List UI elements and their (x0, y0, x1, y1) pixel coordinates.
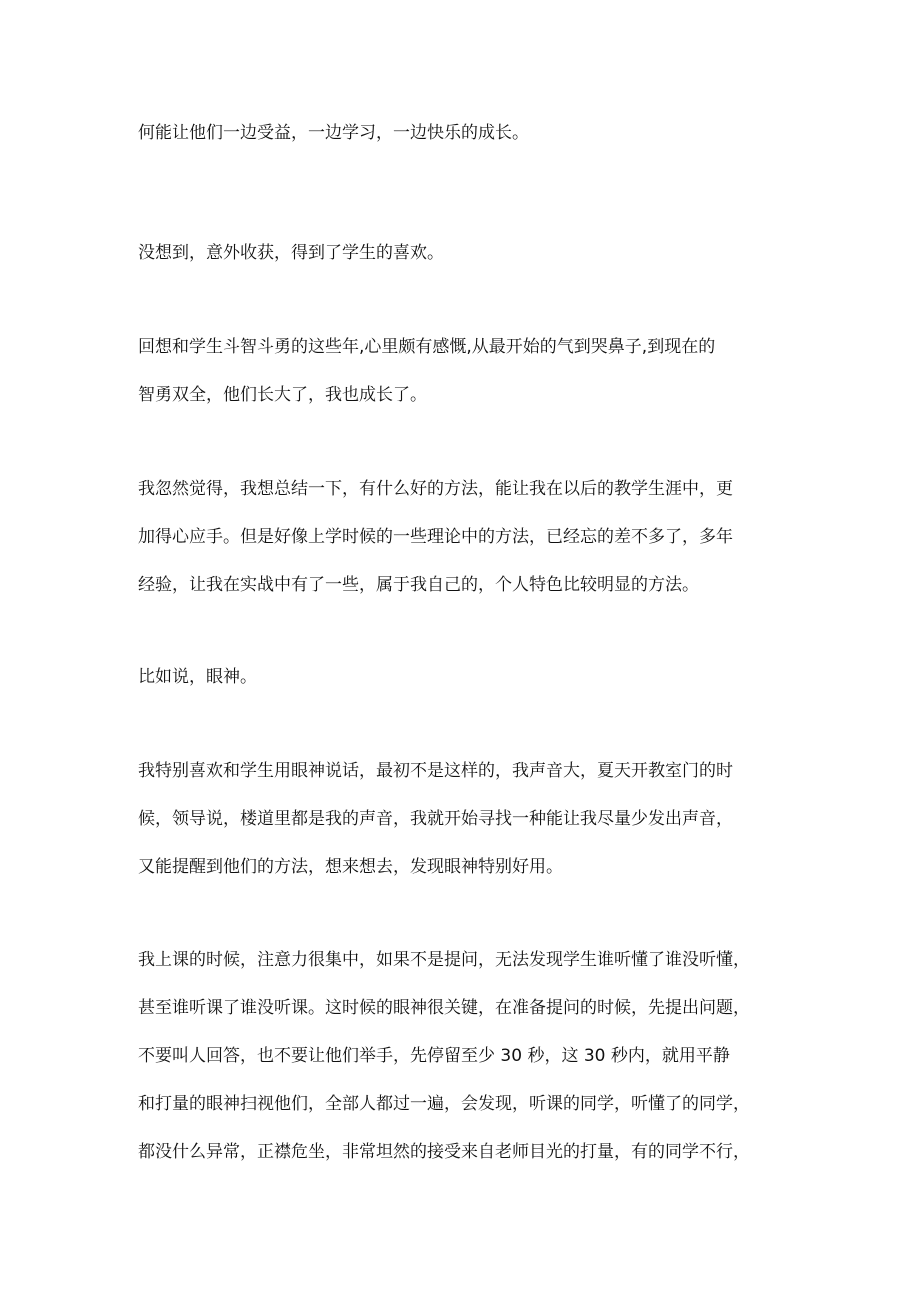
text-line: 比如说，眼神。 (138, 667, 257, 687)
text-line: 回想和学生斗智斗勇的这些年,心里颇有感慨,从最开始的气到哭鼻子,到现在的 (138, 337, 716, 357)
text-line: 何能让他们一边受益，一边学习，一边快乐的成长。 (138, 123, 529, 143)
text-line: 甚至谁听课了谁没听课。这时候的眼神很关键，在准备提问的时候，先提出问题， (138, 998, 750, 1018)
text-line: 和打量的眼神扫视他们，全部人都过一遍，会发现，听课的同学，听懂了的同学， (138, 1094, 750, 1114)
text-line: 我忽然觉得，我想总结一下，有什么好的方法，能让我在以后的教学生涯中，更 (138, 479, 733, 499)
text-line: 我特别喜欢和学生用眼神说话，最初不是这样的，我声音大，夏天开教室门的时 (138, 761, 733, 781)
text-line: 经验，让我在实战中有了一些，属于我自己的，个人特色比较明显的方法。 (138, 575, 699, 595)
text-line: 没想到，意外收获，得到了学生的喜欢。 (138, 243, 444, 263)
text-line: 都没什么异常，正襟危坐，非常坦然的接受来自老师目光的打量，有的同学不行， (138, 1142, 750, 1162)
text-line: 候，领导说，楼道里都是我的声音，我就开始寻找一种能让我尽量少发出声音， (138, 809, 733, 829)
text-line: 我上课的时候，注意力很集中，如果不是提问，无法发现学生谁听懂了谁没听懂， (138, 950, 750, 970)
text-line: 智勇双全，他们长大了，我也成长了。 (138, 385, 427, 405)
text-line: 加得心应手。但是好像上学时候的一些理论中的方法，已经忘的差不多了，多年 (138, 527, 733, 547)
text-line: 又能提醒到他们的方法，想来想去，发现眼神特别好用。 (138, 857, 563, 877)
text-line: 不要叫人回答，也不要让他们举手，先停留至少 30 秒，这 30 秒内，就用平静 (138, 1046, 730, 1066)
